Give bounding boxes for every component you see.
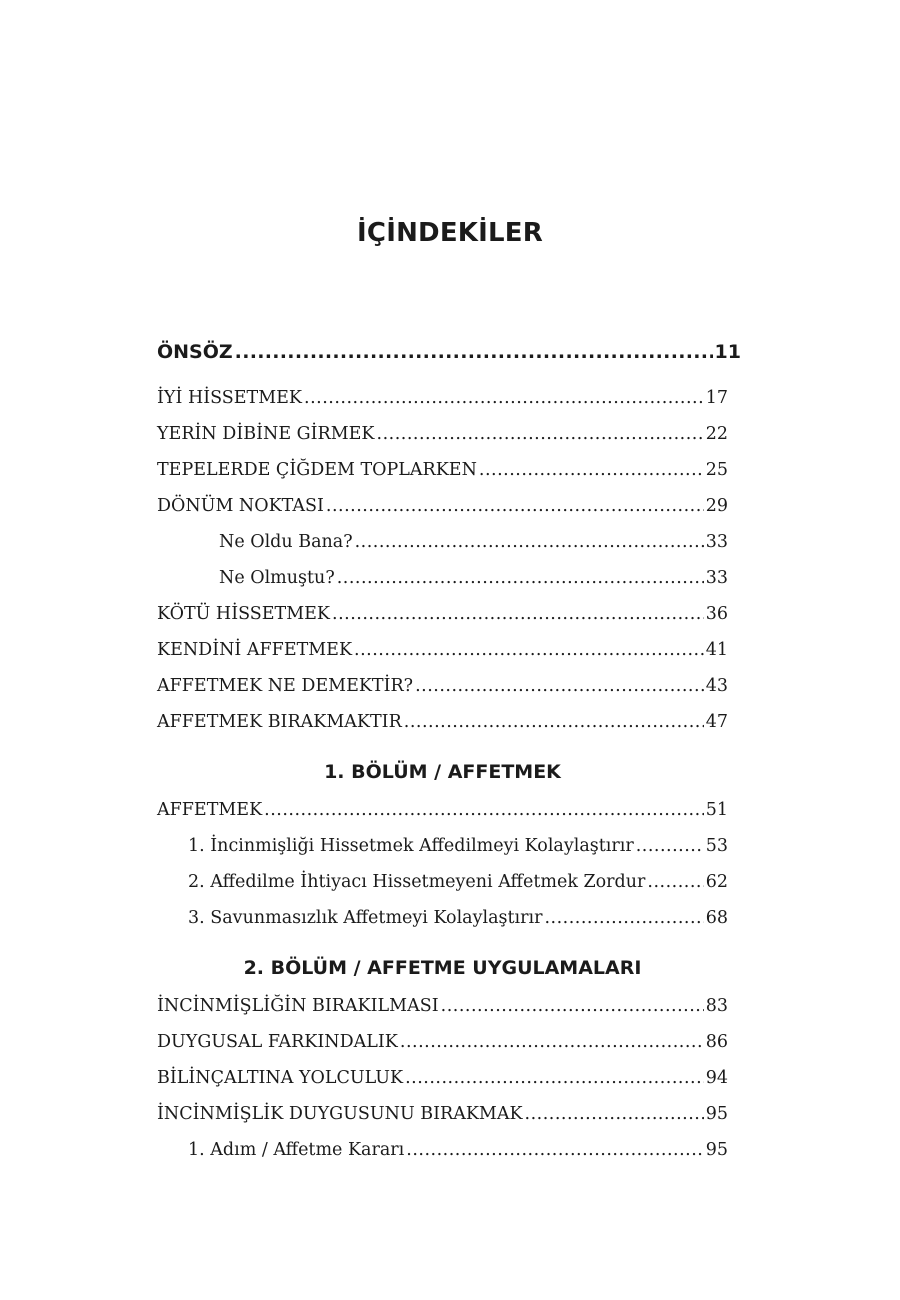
toc-page-number: 62 xyxy=(705,872,728,892)
dot-leader xyxy=(400,1024,704,1060)
toc-page-number: 43 xyxy=(705,676,728,696)
dot-leader xyxy=(479,452,704,488)
toc-page-number: 53 xyxy=(705,836,728,856)
toc-subentry xyxy=(157,864,728,900)
toc-page-number: 47 xyxy=(705,712,728,732)
toc-page-number: 17 xyxy=(705,388,728,408)
toc-entry-label: KÖTÜ HİSSETMEK xyxy=(157,604,330,624)
toc-entry xyxy=(157,792,728,828)
toc-entry xyxy=(157,988,728,1024)
dot-leader xyxy=(326,488,704,524)
toc-entry xyxy=(157,596,728,632)
toc-entry-label: YERİN DİBİNE GİRMEK xyxy=(157,424,375,444)
toc-page-number: 41 xyxy=(705,640,728,660)
dot-leader xyxy=(404,704,704,740)
toc-page-number: 94 xyxy=(705,1068,728,1088)
dot-leader xyxy=(544,900,703,936)
toc-entry-label: ÖNSÖZ xyxy=(157,341,233,363)
toc-entry-label: Ne Oldu Bana? xyxy=(219,532,353,552)
toc-entry xyxy=(157,668,728,704)
toc-subentry xyxy=(157,828,728,864)
toc-page-number: 29 xyxy=(705,496,728,516)
dot-leader xyxy=(304,380,704,416)
toc-entry xyxy=(157,488,728,524)
toc-entry xyxy=(157,1024,728,1060)
dot-leader xyxy=(235,333,713,371)
dot-leader xyxy=(332,596,704,632)
dot-leader xyxy=(377,416,704,452)
section-heading-2: 2. BÖLÜM / AFFETME UYGULAMALARI xyxy=(243,957,642,979)
toc-page-number: 22 xyxy=(705,424,728,444)
toc-entry-label: 1. İncinmişliği Hissetmek Affedilmeyi Kolaylaştırır xyxy=(188,836,634,856)
toc-page-number: 83 xyxy=(705,996,728,1016)
toc-entry-label: 1. Adım / Affetme Kararı xyxy=(188,1140,405,1160)
dot-leader xyxy=(354,632,704,668)
dot-leader xyxy=(525,1096,704,1132)
toc-page-number: 11 xyxy=(714,341,741,363)
toc-entry xyxy=(157,632,728,668)
toc-page-number: 25 xyxy=(705,460,728,480)
toc-subentry xyxy=(157,1132,728,1168)
toc-entry xyxy=(157,416,728,452)
page-title: İÇİNDEKİLER xyxy=(357,218,543,248)
toc-subentry xyxy=(157,524,728,560)
toc-entry-label: AFFETMEK BIRAKMAKTIR xyxy=(157,712,402,732)
toc-entry xyxy=(157,704,728,740)
dot-leader xyxy=(636,828,704,864)
dot-leader xyxy=(441,988,704,1024)
toc-entry-label: İNCİNMİŞLİK DUYGUSUNU BIRAKMAK xyxy=(157,1104,523,1124)
dot-leader xyxy=(405,1060,704,1096)
toc-entry-label: AFFETMEK NE DEMEKTİR? xyxy=(157,676,414,696)
toc-page-number: 86 xyxy=(705,1032,728,1052)
toc-entry-label: Ne Olmuştu? xyxy=(219,568,335,588)
toc-page-number: 51 xyxy=(705,800,728,820)
toc-page-number: 36 xyxy=(705,604,728,624)
toc-entry xyxy=(157,380,728,416)
toc-subentry xyxy=(157,560,728,596)
dot-leader xyxy=(647,864,703,900)
toc-page-number: 33 xyxy=(705,568,728,588)
toc-entry-label: DUYGUSAL FARKINDALIK xyxy=(157,1032,398,1052)
toc-entry-label: İYİ HİSSETMEK xyxy=(157,388,302,408)
toc-entry-label: DÖNÜM NOKTASI xyxy=(157,496,324,516)
toc-page-number: 33 xyxy=(705,532,728,552)
toc-subentry xyxy=(157,900,728,936)
toc-page-number: 95 xyxy=(705,1140,728,1160)
toc-entry xyxy=(157,1096,728,1132)
toc-entry-label: AFFETMEK xyxy=(157,800,263,820)
dot-leader xyxy=(415,668,704,704)
toc-entry-label: İNCİNMİŞLİĞİN BIRAKILMASI xyxy=(157,996,439,1016)
table-of-contents xyxy=(157,333,741,1168)
section-heading-1: 1. BÖLÜM / AFFETMEK xyxy=(324,761,561,783)
dot-leader xyxy=(406,1132,703,1168)
toc-page-number: 68 xyxy=(705,908,728,928)
toc-entry-label: TEPELERDE ÇİĞDEM TOPLARKEN xyxy=(157,460,477,480)
toc-entry-label: 3. Savunmasızlık Affetmeyi Kolaylaştırır xyxy=(188,908,543,928)
toc-entry-label: BİLİNÇALTINA YOLCULUK xyxy=(157,1068,404,1088)
dot-leader xyxy=(264,792,704,828)
toc-page-number: 95 xyxy=(705,1104,728,1124)
toc-entry-foreword xyxy=(157,333,741,371)
dot-leader xyxy=(337,560,704,596)
toc-entry xyxy=(157,452,728,488)
toc-entry-label: KENDİNİ AFFETMEK xyxy=(157,640,353,660)
dot-leader xyxy=(355,524,704,560)
toc-entry xyxy=(157,1060,728,1096)
toc-entry-label: 2. Affedilme İhtiyacı Hissetmeyeni Affetmek Zordur xyxy=(188,872,646,892)
